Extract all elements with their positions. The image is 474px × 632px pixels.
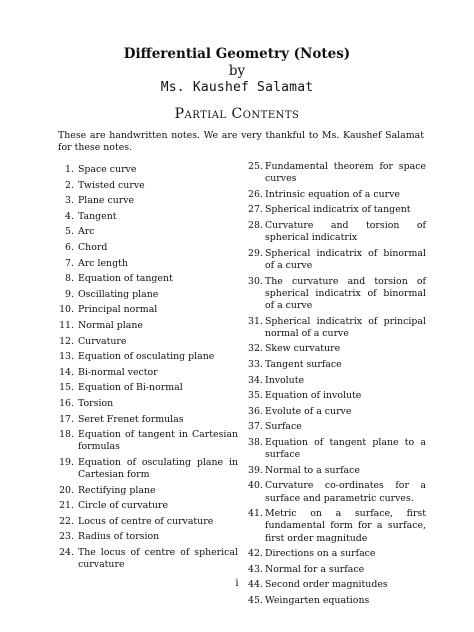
list-item [248, 564, 426, 576]
list-item [58, 211, 238, 223]
list-item [58, 531, 238, 543]
item-text: Circle of curvature [78, 500, 169, 512]
list-item [248, 508, 426, 545]
item-text: Chord [78, 241, 108, 253]
item-text: Spherical indicatrix of binormal of a curve [265, 247, 426, 271]
item-number: 5. [65, 226, 74, 238]
item-text: Second order magnitudes [265, 579, 388, 591]
item-number: 4. [65, 210, 74, 222]
item-text: Involute [265, 374, 305, 386]
item-number: 14. [59, 366, 74, 378]
item-text: The locus of centre of spherical curvature [78, 547, 238, 571]
list-item [58, 180, 238, 192]
item-number: 7. [65, 257, 74, 269]
contents-list-left [58, 164, 238, 575]
item-number: 32. [248, 343, 263, 355]
item-text: Equation of tangent [78, 273, 173, 285]
list-item [58, 429, 238, 453]
item-text: Skew curvature [265, 343, 341, 355]
item-text: Curvature co-ordinates for a surface and parametric curves. [265, 480, 426, 504]
item-number: 31. [248, 315, 263, 327]
list-item [248, 316, 426, 340]
item-text: Directions on a surface [265, 548, 376, 560]
list-item [248, 421, 426, 433]
item-text: Normal to a surface [265, 464, 360, 476]
item-number: 6. [65, 241, 74, 253]
item-text: Arc length [78, 257, 128, 269]
list-item [248, 204, 426, 216]
list-item [58, 547, 238, 571]
list-item [58, 226, 238, 238]
item-number: 33. [248, 358, 263, 370]
list-item [248, 480, 426, 504]
item-number: 28. [248, 219, 263, 231]
item-number: 42. [248, 548, 263, 560]
item-text: Normal for a surface [265, 563, 365, 575]
item-number: 11. [59, 319, 74, 331]
item-text: Oscillating plane [78, 288, 159, 300]
list-item [248, 406, 426, 418]
item-number: 12. [59, 335, 74, 347]
item-number: 10. [59, 304, 74, 316]
item-text: Radius of torsion [78, 531, 160, 543]
item-number: 36. [248, 405, 263, 417]
item-number: 15. [59, 382, 74, 394]
item-number: 26. [248, 188, 263, 200]
item-text: Equation of osculating plane [78, 351, 215, 363]
item-number: 45. [248, 594, 263, 606]
item-text: Spherical indicatrix of tangent [265, 204, 411, 216]
list-item [58, 164, 238, 176]
item-number: 22. [59, 515, 74, 527]
item-number: 18. [59, 429, 74, 441]
item-number: 16. [59, 397, 74, 409]
list-item [58, 258, 238, 270]
item-text: Intrinsic equation of a curve [265, 188, 400, 200]
item-number: 27. [248, 204, 263, 216]
item-text: Rectifying plane [78, 484, 156, 496]
author-name: Ms. Kaushef Salamat [160, 80, 314, 95]
item-text: Space curve [78, 164, 137, 175]
item-number: 2. [65, 179, 74, 191]
list-item [58, 382, 238, 394]
item-text: Equation of Bi-normal [78, 382, 183, 394]
list-item [248, 437, 426, 461]
item-number: 25. [248, 161, 263, 172]
item-text: Arc [78, 226, 95, 238]
item-text: Equation of tangent plane to a surface [265, 436, 426, 461]
item-number: 44. [248, 579, 263, 591]
list-item [248, 375, 426, 387]
list-item [248, 189, 426, 201]
list-item [58, 457, 238, 481]
item-text: Curvature [78, 335, 127, 347]
page-number: i [235, 578, 239, 589]
item-number: 17. [59, 413, 74, 425]
list-item [58, 367, 238, 379]
item-number: 23. [59, 531, 74, 543]
item-number: 41. [248, 508, 263, 520]
item-text: Spherical indicatrix of principal normal of a curve [265, 315, 426, 339]
list-item [58, 304, 238, 316]
list-item [248, 248, 426, 272]
item-number: 1. [65, 164, 74, 175]
list-item [58, 398, 238, 410]
item-text: Principal normal [78, 304, 158, 316]
item-text: Curvature and torsion of spherical indicatrix [265, 219, 426, 244]
item-text: Equation of osculating plane in Cartesian form [78, 456, 238, 481]
item-number: 8. [65, 273, 74, 285]
item-number: 29. [248, 247, 263, 259]
item-text: Evolute of a curve [265, 405, 352, 417]
item-number: 30. [248, 275, 263, 287]
list-item [58, 273, 238, 285]
list-item [248, 359, 426, 371]
item-text: Twisted curve [78, 179, 145, 191]
list-item [58, 242, 238, 254]
item-number: 39. [248, 464, 263, 476]
item-text: Metric on a surface, first fundamental form for a surface, first order magnitude [265, 508, 426, 544]
contents-list-right [248, 161, 426, 611]
item-text: Torsion [78, 397, 114, 409]
item-text: Equation of involute [265, 390, 362, 402]
item-number: 43. [248, 563, 263, 575]
item-text: Fundamental theorem for space curves [265, 161, 426, 185]
list-item [58, 289, 238, 301]
list-item [248, 548, 426, 560]
item-number: 21. [59, 500, 74, 512]
list-item [248, 220, 426, 244]
item-number: 34. [248, 374, 263, 386]
list-item [58, 414, 238, 426]
item-text: Tangent surface [265, 358, 342, 370]
list-item [248, 390, 426, 402]
list-item [248, 595, 426, 607]
item-text: Seret Frenet formulas [78, 413, 184, 425]
list-item [58, 485, 238, 497]
by-line: by [228, 63, 246, 79]
item-text: Tangent [78, 210, 117, 222]
item-text: The curvature and torsion of spherical indicatrix of binormal of a curve [265, 275, 426, 311]
list-item [248, 465, 426, 477]
item-number: 3. [65, 195, 74, 207]
item-number: 9. [65, 288, 74, 300]
list-item [58, 320, 238, 332]
section-heading: Partial Contents [174, 106, 300, 122]
list-item [248, 276, 426, 313]
intro-paragraph: These are handwritten notes. We are very thankful to Ms. Kaushef Salamat for these notes. [58, 130, 424, 154]
item-number: 20. [59, 484, 74, 496]
item-number: 13. [59, 351, 74, 363]
item-number: 19. [59, 456, 74, 468]
list-item [58, 336, 238, 348]
item-text: Locus of centre of curvature [78, 515, 214, 527]
item-text: Bi-normal vector [78, 366, 158, 378]
list-item [248, 343, 426, 355]
item-text: Normal plane [78, 319, 143, 331]
list-item [248, 161, 426, 185]
list-item [58, 351, 238, 363]
item-text: Plane curve [78, 195, 135, 207]
item-number: 37. [248, 421, 263, 433]
list-item [58, 195, 238, 207]
item-number: 40. [248, 480, 263, 492]
list-item [58, 500, 238, 512]
item-number: 38. [248, 436, 263, 448]
document-title: Differential Geometry (Notes) [123, 46, 351, 62]
item-number: 35. [248, 390, 263, 402]
item-text: Weingarten equations [265, 594, 370, 606]
list-item [58, 516, 238, 528]
item-text: Surface [265, 421, 302, 433]
item-number: 24. [59, 547, 74, 559]
item-text: Equation of tangent in Cartesian formulas [78, 429, 238, 453]
